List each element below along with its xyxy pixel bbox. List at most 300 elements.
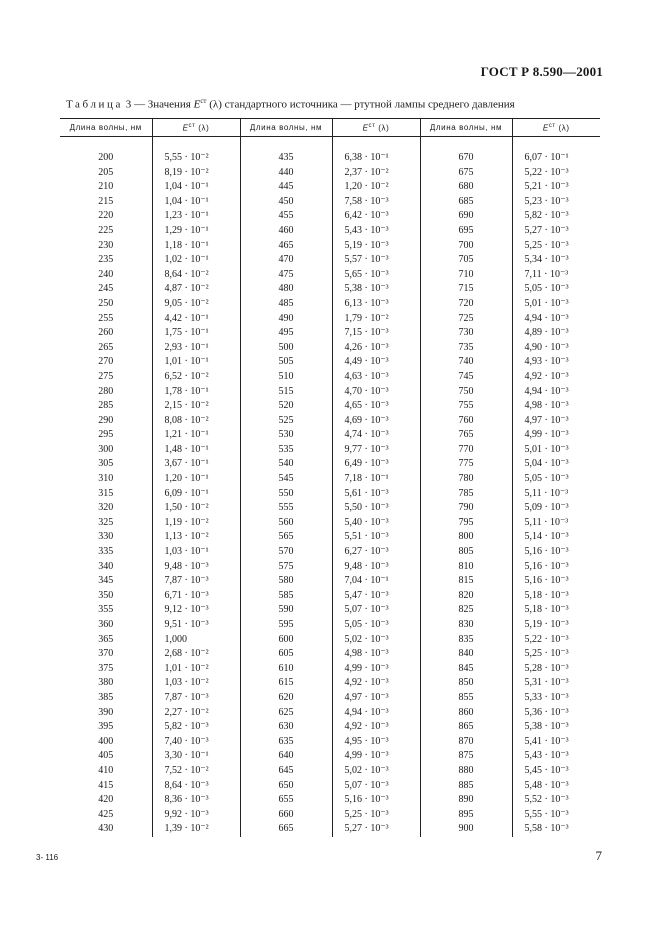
wavelength-cell: 820 [420, 589, 512, 604]
wavelength-cell: 560 [240, 516, 332, 531]
wavelength-cell: 375 [98, 662, 114, 674]
table-row [60, 443, 600, 458]
wavelength-cell: 695 [420, 224, 512, 239]
value-cell: 9,92 · 10⁻³ [152, 808, 240, 823]
table-row [60, 618, 600, 633]
value-cell: 6,49 · 10⁻³ [332, 457, 420, 472]
value-cell: 5,58 · 10⁻³ [512, 822, 600, 837]
value-cell: 5,01 · 10⁻³ [512, 443, 600, 458]
value-cell: 1,20 · 10⁻² [332, 180, 420, 195]
table-row [60, 822, 600, 837]
wavelength-cell: 755 [420, 399, 512, 414]
table-row [60, 501, 600, 516]
wavelength-cell: 355 [98, 604, 114, 616]
wavelength-cell: 555 [240, 501, 332, 516]
value-cell: 4,95 · 10⁻³ [332, 735, 420, 750]
value-cell: 4,69 · 10⁻³ [332, 414, 420, 429]
table-row [60, 457, 600, 472]
wavelength-cell: 320 [98, 502, 114, 514]
value-cell: 5,45 · 10⁻³ [512, 764, 600, 779]
wavelength-cell: 700 [420, 239, 512, 254]
value-cell: 5,41 · 10⁻³ [512, 735, 600, 750]
wavelength-cell: 205 [98, 166, 114, 178]
value-cell: 5,48 · 10⁻³ [512, 779, 600, 794]
caption-arg: (λ) [206, 98, 222, 111]
value-cell: 5,82 · 10⁻³ [152, 720, 240, 735]
wavelength-cell: 440 [240, 166, 332, 181]
table-row [60, 560, 600, 575]
value-cell: 1,03 · 10⁻¹ [152, 545, 240, 560]
header-value: $E^{ст}$ (λ) [152, 119, 240, 137]
value-cell: 7,04 · 10⁻¹ [332, 574, 420, 589]
value-cell: 4,93 · 10⁻³ [512, 355, 600, 370]
table-row [60, 574, 600, 589]
wavelength-cell: 715 [420, 282, 512, 297]
wavelength-cell: 845 [420, 662, 512, 677]
value-cell: 6,52 · 10⁻² [152, 370, 240, 385]
wavelength-cell: 460 [240, 224, 332, 239]
value-cell: 4,94 · 10⁻³ [512, 385, 600, 400]
wavelength-cell: 275 [98, 370, 114, 382]
wavelength-cell: 615 [240, 676, 332, 691]
value-cell: 4,92 · 10⁻³ [332, 720, 420, 735]
wavelength-cell: 350 [98, 589, 114, 601]
wavelength-cell: 735 [420, 341, 512, 356]
value-cell: 1,04 · 10⁻¹ [152, 195, 240, 210]
table-row [60, 370, 600, 385]
table-row [60, 516, 600, 531]
wavelength-cell: 300 [98, 443, 114, 455]
value-cell: 8,64 · 10⁻³ [152, 779, 240, 794]
wavelength-cell: 880 [420, 764, 512, 779]
table-row [60, 385, 600, 400]
value-cell: 5,82 · 10⁻³ [512, 209, 600, 224]
value-cell: 7,52 · 10⁻² [152, 764, 240, 779]
value-cell: 4,92 · 10⁻³ [512, 370, 600, 385]
wavelength-cell: 825 [420, 603, 512, 618]
wavelength-cell: 330 [98, 531, 114, 543]
value-cell: 2,37 · 10⁻² [332, 166, 420, 181]
value-cell: 4,99 · 10⁻³ [332, 662, 420, 677]
value-cell: 5,18 · 10⁻³ [512, 603, 600, 618]
wavelength-cell: 815 [420, 574, 512, 589]
value-cell: 5,43 · 10⁻³ [512, 749, 600, 764]
value-cell: 4,65 · 10⁻³ [332, 399, 420, 414]
value-cell: 6,13 · 10⁻³ [332, 297, 420, 312]
table-row [60, 589, 600, 604]
wavelength-cell: 295 [98, 429, 114, 441]
wavelength-cell: 645 [240, 764, 332, 779]
value-cell: 5,25 · 10⁻³ [332, 808, 420, 823]
value-cell: 4,63 · 10⁻³ [332, 370, 420, 385]
table-row [60, 749, 600, 764]
wavelength-cell: 865 [420, 720, 512, 735]
value-cell: 1,02 · 10⁻¹ [152, 253, 240, 268]
wavelength-cell: 290 [98, 414, 114, 426]
wavelength-cell: 485 [240, 297, 332, 312]
wavelength-cell: 710 [420, 268, 512, 283]
table-row [60, 647, 600, 662]
table-row [60, 224, 600, 239]
wavelength-cell: 785 [420, 487, 512, 502]
wavelength-cell: 705 [420, 253, 512, 268]
table-row [60, 268, 600, 283]
wavelength-cell: 480 [240, 282, 332, 297]
wavelength-cell: 500 [240, 341, 332, 356]
value-cell: 9,77 · 10⁻³ [332, 443, 420, 458]
value-cell: 5,33 · 10⁻³ [512, 691, 600, 706]
value-cell: 5,23 · 10⁻³ [512, 195, 600, 210]
table-row [60, 282, 600, 297]
caption-symbol: E [193, 98, 201, 111]
wavelength-cell: 720 [420, 297, 512, 312]
table-row [60, 253, 600, 268]
value-cell: 2,93 · 10⁻¹ [152, 341, 240, 356]
wavelength-cell: 835 [420, 633, 512, 648]
value-cell: 5,19 · 10⁻³ [332, 239, 420, 254]
value-cell: 8,19 · 10⁻² [152, 166, 240, 181]
wavelength-cell: 585 [240, 589, 332, 604]
wavelength-cell: 325 [98, 516, 114, 528]
wavelength-cell: 420 [98, 794, 114, 806]
value-cell: 5,01 · 10⁻³ [512, 297, 600, 312]
table-row [60, 180, 600, 195]
value-cell: 7,87 · 10⁻³ [152, 574, 240, 589]
value-cell: 4,99 · 10⁻³ [332, 749, 420, 764]
table-row [60, 662, 600, 677]
wavelength-cell: 260 [98, 327, 114, 339]
table-row [60, 530, 600, 545]
wavelength-cell: 495 [240, 326, 332, 341]
wavelength-cell: 805 [420, 545, 512, 560]
wavelength-cell: 415 [98, 779, 114, 791]
value-cell: 5,31 · 10⁻³ [512, 676, 600, 691]
value-cell: 5,05 · 10⁻³ [332, 618, 420, 633]
value-cell: 4,49 · 10⁻³ [332, 355, 420, 370]
value-cell: 9,12 · 10⁻³ [152, 603, 240, 618]
value-cell: 4,42 · 10⁻¹ [152, 312, 240, 327]
wavelength-cell: 900 [420, 822, 512, 837]
value-cell: 1,50 · 10⁻² [152, 501, 240, 516]
value-cell: 5,16 · 10⁻³ [512, 560, 600, 575]
value-cell: 5,55 · 10⁻² [152, 151, 240, 166]
value-cell: 9,05 · 10⁻² [152, 297, 240, 312]
wavelength-cell: 575 [240, 560, 332, 575]
value-cell: 4,94 · 10⁻³ [332, 706, 420, 721]
value-cell: 6,42 · 10⁻³ [332, 209, 420, 224]
value-cell: 7,18 · 10⁻¹ [332, 472, 420, 487]
wavelength-cell: 515 [240, 385, 332, 400]
wavelength-cell: 780 [420, 472, 512, 487]
value-cell: 6,09 · 10⁻¹ [152, 487, 240, 502]
value-cell: 1,39 · 10⁻² [152, 822, 240, 837]
value-cell: 5,18 · 10⁻³ [512, 589, 600, 604]
value-cell: 5,02 · 10⁻³ [332, 633, 420, 648]
value-cell: 5,55 · 10⁻³ [512, 808, 600, 823]
wavelength-cell: 360 [98, 619, 114, 630]
wavelength-cell: 885 [420, 779, 512, 794]
wavelength-cell: 335 [98, 546, 114, 558]
table-row [60, 151, 600, 166]
wavelength-cell: 810 [420, 560, 512, 575]
value-cell: 5,28 · 10⁻³ [512, 662, 600, 677]
wavelength-cell: 280 [98, 385, 114, 397]
wavelength-cell: 730 [420, 326, 512, 341]
table-row [60, 633, 600, 648]
wavelength-cell: 225 [98, 224, 114, 236]
value-cell: 5,61 · 10⁻³ [332, 487, 420, 502]
spacer-row [60, 137, 600, 152]
value-cell: 4,92 · 10⁻³ [332, 676, 420, 691]
table-row [60, 166, 600, 181]
wavelength-cell: 435 [240, 151, 332, 166]
wavelength-cell: 525 [240, 414, 332, 429]
wavelength-cell: 725 [420, 312, 512, 327]
wavelength-cell: 830 [420, 618, 512, 633]
header-wavelength: Длина волны, нм [240, 119, 332, 137]
value-cell: 5,38 · 10⁻³ [332, 282, 420, 297]
value-cell: 9,48 · 10⁻³ [332, 560, 420, 575]
wavelength-cell: 270 [98, 356, 114, 368]
table-row [60, 428, 600, 443]
wavelength-cell: 565 [240, 530, 332, 545]
table-row [60, 779, 600, 794]
value-cell: 7,58 · 10⁻³ [332, 195, 420, 210]
value-cell: 1,04 · 10⁻¹ [152, 180, 240, 195]
wavelength-cell: 380 [98, 677, 114, 689]
table-row [60, 326, 600, 341]
value-cell: 2,15 · 10⁻² [152, 399, 240, 414]
wavelength-cell: 465 [240, 239, 332, 254]
wavelength-cell: 425 [98, 808, 114, 820]
wavelength-cell: 760 [420, 414, 512, 429]
value-cell: 3,30 · 10⁻¹ [152, 749, 240, 764]
wavelength-cell: 245 [98, 283, 114, 295]
value-cell: 9,51 · 10⁻³ [152, 618, 240, 633]
wavelength-cell: 220 [98, 210, 114, 222]
wavelength-cell: 395 [98, 721, 114, 733]
wavelength-cell: 285 [98, 400, 114, 412]
header-value: $E^{ст}$ (λ) [332, 119, 420, 137]
wavelength-cell: 470 [240, 253, 332, 268]
value-cell: 5,16 · 10⁻³ [332, 793, 420, 808]
header-value: $E^{ст}$ (λ) [512, 119, 600, 137]
wavelength-cell: 505 [240, 355, 332, 370]
wavelength-cell: 655 [240, 793, 332, 808]
wavelength-cell: 610 [240, 662, 332, 677]
caption-label-rest: 3 — Значения [123, 98, 194, 111]
value-cell: 5,05 · 10⁻³ [512, 282, 600, 297]
wavelength-cell: 430 [98, 823, 114, 835]
value-cell: 7,87 · 10⁻³ [152, 691, 240, 706]
table-row [60, 545, 600, 560]
value-cell: 1,19 · 10⁻² [152, 516, 240, 531]
wavelength-cell: 405 [98, 750, 114, 762]
wavelength-cell: 200 [98, 152, 114, 163]
wavelength-cell: 890 [420, 793, 512, 808]
table-row [60, 603, 600, 618]
wavelength-cell: 250 [98, 297, 114, 309]
wavelength-cell: 370 [98, 648, 114, 660]
table-row [60, 472, 600, 487]
wavelength-cell: 255 [98, 312, 114, 324]
wavelength-cell: 640 [240, 749, 332, 764]
wavelength-cell: 455 [240, 209, 332, 224]
table-row [60, 720, 600, 735]
value-cell: 7,15 · 10⁻³ [332, 326, 420, 341]
value-cell: 1,21 · 10⁻¹ [152, 428, 240, 443]
value-cell: 3,67 · 10⁻¹ [152, 457, 240, 472]
wavelength-cell: 545 [240, 472, 332, 487]
wavelength-cell: 595 [240, 618, 332, 633]
wavelength-cell: 860 [420, 706, 512, 721]
value-cell: 6,71 · 10⁻³ [152, 589, 240, 604]
wavelength-cell: 840 [420, 647, 512, 662]
wavelength-cell: 410 [98, 764, 114, 776]
wavelength-cell: 770 [420, 443, 512, 458]
wavelength-cell: 870 [420, 735, 512, 750]
table-row [60, 706, 600, 721]
wavelength-cell: 775 [420, 457, 512, 472]
wavelength-cell: 875 [420, 749, 512, 764]
value-cell: 1,48 · 10⁻¹ [152, 443, 240, 458]
table-body [60, 137, 600, 837]
wavelength-cell: 400 [98, 735, 114, 747]
value-cell: 5,25 · 10⁻³ [512, 647, 600, 662]
value-cell: 4,89 · 10⁻³ [512, 326, 600, 341]
value-cell: 1,29 · 10⁻¹ [152, 224, 240, 239]
table-row [60, 312, 600, 327]
value-cell: 4,90 · 10⁻³ [512, 341, 600, 356]
table-row [60, 209, 600, 224]
wavelength-cell: 530 [240, 428, 332, 443]
value-cell: 5,43 · 10⁻³ [332, 224, 420, 239]
wavelength-cell: 740 [420, 355, 512, 370]
table-caption [66, 97, 515, 111]
value-cell: 5,14 · 10⁻³ [512, 530, 600, 545]
print-code: 3- 116 [36, 853, 59, 862]
value-cell: 1,79 · 10⁻² [332, 312, 420, 327]
value-cell: 6,38 · 10⁻¹ [332, 151, 420, 166]
table-row [60, 808, 600, 823]
value-cell: 5,40 · 10⁻³ [332, 516, 420, 531]
wavelength-cell: 675 [420, 166, 512, 181]
value-cell: 5,16 · 10⁻³ [512, 574, 600, 589]
table-row [60, 487, 600, 502]
value-cell: 5,07 · 10⁻³ [332, 779, 420, 794]
wavelength-cell: 230 [98, 239, 114, 251]
wavelength-cell: 265 [98, 341, 114, 353]
table-row [60, 399, 600, 414]
wavelength-cell: 895 [420, 808, 512, 823]
value-cell: 5,19 · 10⁻³ [512, 618, 600, 633]
value-cell: 8,64 · 10⁻² [152, 268, 240, 283]
value-cell: 5,22 · 10⁻³ [512, 166, 600, 181]
wavelength-cell: 215 [98, 195, 114, 207]
value-cell: 4,74 · 10⁻³ [332, 428, 420, 443]
wavelength-cell: 550 [240, 487, 332, 502]
wavelength-cell: 540 [240, 457, 332, 472]
wavelength-cell: 680 [420, 180, 512, 195]
wavelength-cell: 590 [240, 603, 332, 618]
wavelength-cell: 235 [98, 254, 114, 266]
wavelength-cell: 580 [240, 574, 332, 589]
value-cell: 5,21 · 10⁻³ [512, 180, 600, 195]
wavelength-cell: 305 [98, 458, 114, 470]
table-row [60, 735, 600, 750]
value-cell: 8,36 · 10⁻³ [152, 793, 240, 808]
value-cell: 5,27 · 10⁻³ [332, 822, 420, 837]
wavelength-cell: 510 [240, 370, 332, 385]
value-cell: 1,13 · 10⁻² [152, 530, 240, 545]
caption-label: Таблица [66, 98, 123, 111]
value-cell: 1,03 · 10⁻² [152, 676, 240, 691]
table-row [60, 239, 600, 254]
table-row [60, 691, 600, 706]
value-cell: 5,04 · 10⁻³ [512, 457, 600, 472]
value-cell: 4,97 · 10⁻³ [512, 414, 600, 429]
wavelength-cell: 445 [240, 180, 332, 195]
wavelength-cell: 670 [420, 151, 512, 166]
header-wavelength: Длина волны, нм [420, 119, 512, 137]
value-cell: 4,94 · 10⁻³ [512, 312, 600, 327]
caption-text: стандартного источника — ртутной лампы среднего давления [221, 98, 515, 111]
wavelength-cell: 625 [240, 706, 332, 721]
value-cell: 7,11 · 10⁻³ [512, 268, 600, 283]
wavelength-cell: 450 [240, 195, 332, 210]
wavelength-cell: 520 [240, 399, 332, 414]
value-cell: 5,07 · 10⁻³ [332, 603, 420, 618]
table-row [60, 195, 600, 210]
value-cell: 1,75 · 10⁻¹ [152, 326, 240, 341]
wavelength-cell: 690 [420, 209, 512, 224]
table-row [60, 793, 600, 808]
page-number: 7 [595, 848, 602, 863]
value-cell: 5,51 · 10⁻³ [332, 530, 420, 545]
table-row [60, 414, 600, 429]
value-cell: 4,99 · 10⁻³ [512, 428, 600, 443]
wavelength-cell: 345 [98, 575, 114, 587]
wavelength-cell: 685 [420, 195, 512, 210]
wavelength-cell: 600 [240, 633, 332, 648]
value-cell: 5,22 · 10⁻³ [512, 633, 600, 648]
value-cell: 1,01 · 10⁻² [152, 662, 240, 677]
value-cell: 5,47 · 10⁻³ [332, 589, 420, 604]
value-cell: 8,08 · 10⁻² [152, 414, 240, 429]
wavelength-cell: 365 [98, 633, 114, 645]
value-cell: 5,25 · 10⁻³ [512, 239, 600, 254]
value-cell: 5,11 · 10⁻³ [512, 516, 600, 531]
table-row [60, 764, 600, 779]
value-cell: 5,38 · 10⁻³ [512, 720, 600, 735]
wavelength-cell: 605 [240, 647, 332, 662]
value-cell: 1,01 · 10⁻¹ [152, 355, 240, 370]
value-cell: 4,98 · 10⁻³ [332, 647, 420, 662]
wavelength-cell: 630 [240, 720, 332, 735]
caption-superscript: ст [200, 97, 207, 105]
value-cell: 5,11 · 10⁻³ [512, 487, 600, 502]
wavelength-cell: 855 [420, 691, 512, 706]
wavelength-cell: 340 [98, 560, 114, 572]
wavelength-cell: 795 [420, 516, 512, 531]
wavelength-cell: 475 [240, 268, 332, 283]
value-cell: 1,18 · 10⁻¹ [152, 239, 240, 254]
wavelength-cell: 800 [420, 530, 512, 545]
table-header-row [60, 119, 600, 137]
wavelength-cell: 490 [240, 312, 332, 327]
value-cell: 2,68 · 10⁻² [152, 647, 240, 662]
value-cell: 6,07 · 10⁻¹ [512, 151, 600, 166]
